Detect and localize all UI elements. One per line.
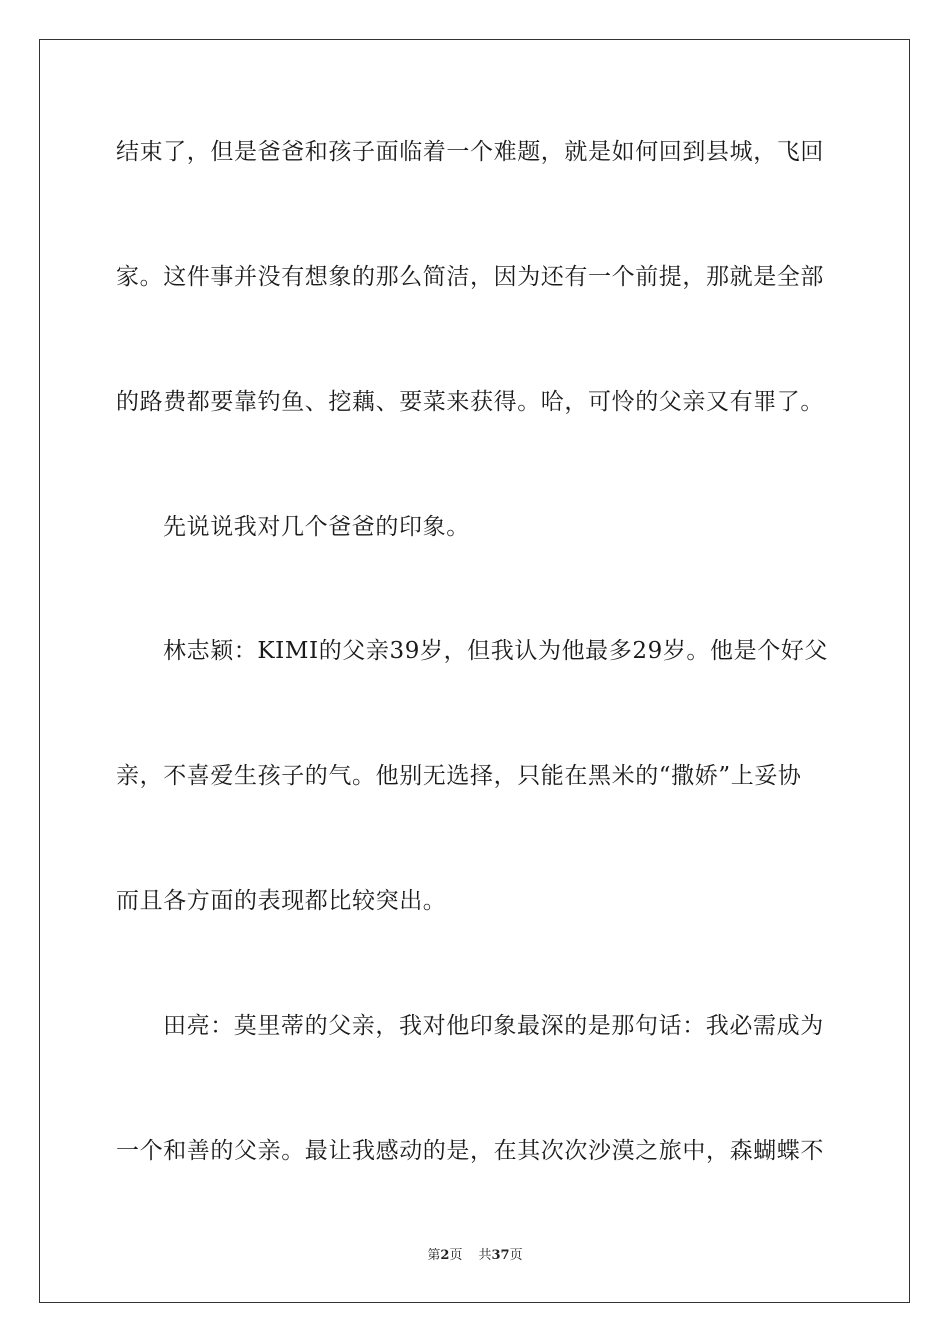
page-footer: [0, 1247, 950, 1265]
total-prefix: 共: [478, 1248, 492, 1263]
page-suffix: 页: [449, 1248, 463, 1263]
page-border: [39, 39, 910, 1303]
text-line-4: 先说说我对几个爸爸的印象。: [163, 514, 470, 540]
page-number: 2: [440, 1248, 450, 1263]
text-line-5: 林志颖：KIMI的父亲39岁，但我认为他最多29岁。他是个好父: [163, 638, 829, 664]
text-line-7: 而且各方面的表现都比较突出。: [116, 888, 447, 914]
total-suffix: 页: [509, 1248, 523, 1263]
text-line-1: 结束了，但是爸爸和孩子面临着一个难题，就是如何回到县城，飞回: [116, 139, 824, 165]
text-line-6: 亲，不喜爱生孩子的气。他别无选择，只能在黑米的“撒娇”上妥协: [116, 763, 802, 789]
text-line-8: 田亮：莫里蒂的父亲，我对他印象最深的是那句话：我必需成为: [163, 1013, 824, 1039]
text-line-3: 的路费都要靠钓鱼、挖藕、要菜来获得。哈，可怜的父亲又有罪了。: [116, 389, 824, 415]
page-prefix: 第: [427, 1248, 441, 1263]
text-line-9: 一个和善的父亲。最让我感动的是，在其次次沙漠之旅中，森蝴蝶不: [116, 1138, 824, 1164]
text-line-2: 家。这件事并没有想象的那么简洁，因为还有一个前提，那就是全部: [116, 264, 824, 290]
total-pages: 37: [491, 1248, 510, 1263]
